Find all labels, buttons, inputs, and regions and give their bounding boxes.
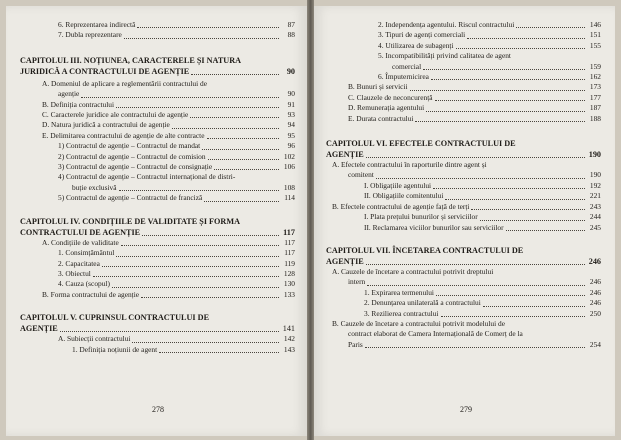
toc-entry: 5. Incompatibilități privind calitatea de agent comercial 159 (378, 51, 601, 71)
toc-entry: E. Durata contractului 188 (348, 113, 601, 123)
toc-entry: 1. Consimțământul 117 (58, 248, 295, 258)
toc-entry: C. Caracterele juridice ale contractului de agenție 93 (42, 110, 295, 120)
toc-left (20, 14, 295, 355)
toc-entry: 1) Contractul de agenție – Contractul de mandat 96 (58, 141, 295, 151)
toc-entry: 6. Reprezentarea indirectă 87 (58, 20, 295, 29)
toc-entry: 3. Rezilierea contractului 250 (364, 308, 601, 318)
toc-entry: 4. Cauza (scopul) 130 (58, 279, 295, 289)
right-page (314, 6, 615, 436)
toc-entry: B. Forma contractului de agenție 133 (42, 289, 295, 299)
toc-entry: 4. Utilizarea de subagenți 155 (378, 40, 601, 50)
chapter-heading: CAPITOLUL VII. ÎNCETAREA CONTRACTULUI DE AGENȚIE 246 (326, 245, 601, 266)
toc-entry: B. Definiția contractului 91 (42, 99, 295, 109)
toc-entry: 6. Împuternicirea 162 (378, 72, 601, 82)
toc-entry: 7. Dubla reprezentare 88 (58, 30, 295, 40)
toc-entry: 2. Capacitatea 119 (58, 258, 295, 268)
toc-entry: A. Efectele contractului în raporturile dintre agent și comitent 190 (332, 160, 601, 180)
toc-entry: A. Condițiile de validitate 117 (42, 237, 295, 247)
toc-entry: II. Obligațiile comitentului 221 (364, 191, 601, 201)
toc-entry: 2. Denunțarea unilaterală a contractului 246 (364, 298, 601, 308)
toc-entry: I. Plata prețului bunurilor și serviciilor 244 (364, 212, 601, 222)
toc-entry: D. Natura juridică a contractului de agenție 94 (42, 120, 295, 130)
toc-entry: I. Obligațiile agentului 192 (364, 180, 601, 190)
toc-entry: 2) Contractul de agenție – Contractul de comision 102 (58, 151, 295, 161)
book-gutter (307, 0, 314, 440)
chapter-heading: CAPITOLUL V. CUPRINSUL CONTRACTULUI DE AGENȚIE 141 (20, 313, 295, 334)
toc-entry: 3. Tipuri de agenți comerciali 151 (378, 30, 601, 40)
toc-entry: D. Remunerația agentului 187 (348, 103, 601, 113)
chapter-heading: CAPITOLUL VI. EFECTELE CONTRACTULUI DE AGENȚIE 190 (326, 139, 601, 160)
toc-entry: C. Clauzele de neconcurență 177 (348, 92, 601, 102)
toc-entry: 1. Expirarea termenului 246 (364, 287, 601, 297)
page-number: 278 (152, 405, 164, 414)
chapter-heading: CAPITOLUL III. NOȚIUNEA, CARACTERELE ȘI NATURA JURIDICĂ A CONTRACTULUI DE AGENȚIE 90 (20, 55, 295, 76)
toc-entry: 5) Contractul de agenție – Contractul de franciză 114 (58, 193, 295, 203)
left-page (6, 6, 307, 436)
toc-entry: A. Subiecții contractului 142 (58, 334, 295, 344)
toc-entry: 3. Obiectul 128 (58, 268, 295, 278)
toc-entry: II. Reclamarea viciilor bunurilor sau serviciilor 245 (364, 222, 601, 232)
toc-entry: B. Efectele contractului de agenție față de terți 243 (332, 201, 601, 211)
toc-right (326, 14, 601, 350)
toc-entry: A. Cauzele de încetare a contractului potrivit dreptului intern 246 (332, 266, 601, 287)
toc-entry: B. Cauzele de încetare a contractului potrivit modelului de contract elaborat de Camera Internațională de Comerț de la Paris 254 (332, 318, 601, 349)
chapter-heading: CAPITOLUL IV. CONDIȚIILE DE VALIDITATE ȘI FORMA CONTRACTULUI DE AGENȚIE 117 (20, 216, 295, 237)
toc-entry: 4) Contractul de agenție – Contractul internațional de distri- buție exclusivă 108 (58, 172, 295, 192)
toc-entry: B. Bunuri și servicii 173 (348, 82, 601, 92)
toc-entry: A. Domeniul de aplicare a reglementării contractului de agenție 90 (42, 78, 295, 99)
toc-entry: E. Delimitarea contractului de agenție de alte contracte 95 (42, 130, 295, 140)
page-number: 279 (460, 405, 472, 414)
toc-entry: 1. Definiția noțiunii de agent 143 (72, 344, 295, 354)
toc-entry: 3) Contractul de agenție – Contractul de consignație 106 (58, 162, 295, 172)
toc-entry: 2. Independența agentului. Riscul contractului 146 (378, 20, 601, 29)
